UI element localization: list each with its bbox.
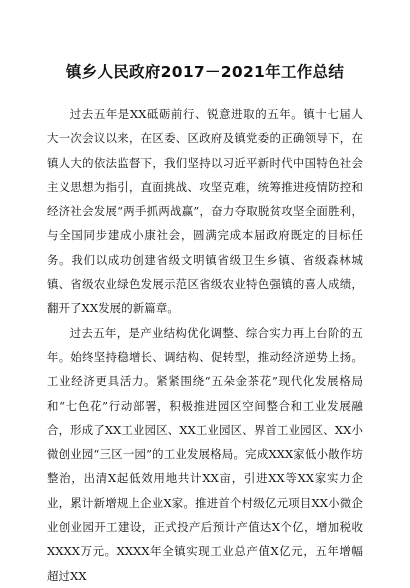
document-title: 镇乡人民政府2017－2021年工作总结 (65, 63, 345, 81)
paragraph-1: 过去五年是XX砥砺前行、锐意进取的五年。镇十七届人大一次会议以来，在区委、区政府及镇党委的正确领导下，在镇人大的依法监督下，我们坚持以习近平新时代中国特色社会主义思想为指引，直面挑战、攻坚克难，统筹推进疫情防控和经济社会发展“两手抓两战赢”，奋力夺取脱贫攻坚全面胜利，与全国同步建成小康社会，圆满完成本届政府既定的目标任务。我们以成功创建省级文明镇省级卫生乡镇、省级森林城镇、省级农业绿色发展示范区省级农业特色强镇的喜人成绩，翻开了XX发展的新篇章。 (47, 107, 363, 316)
paragraph-2: 过去五年，是产业结构优化调整、综合实力再上台阶的五年。始终坚持稳增长、调结构、促转型，推动经济逆势上扬。工业经济更具活力。紧紧围绕“五朵金茶花”现代化发展格局和“七色花”行动部署，积极推进园区空间整合和工业发展融合，形成了XX工业园区、XX工业园区、界首工业园区、XX小微创业园“三区一园”的工业发展格局。完成XXX家低小散作坊整治，出清X起低效用地共计XX亩，引进XX等XX家实力企业，累计新增规上企业X家。推进首个村级亿元项目XX小微企业创业园开工建设，正式投产后预计产值达X个亿，增加税收XXXX万元。XXXX年全镇实现工业总产值X亿元，五年增幅超过XX (47, 325, 363, 583)
